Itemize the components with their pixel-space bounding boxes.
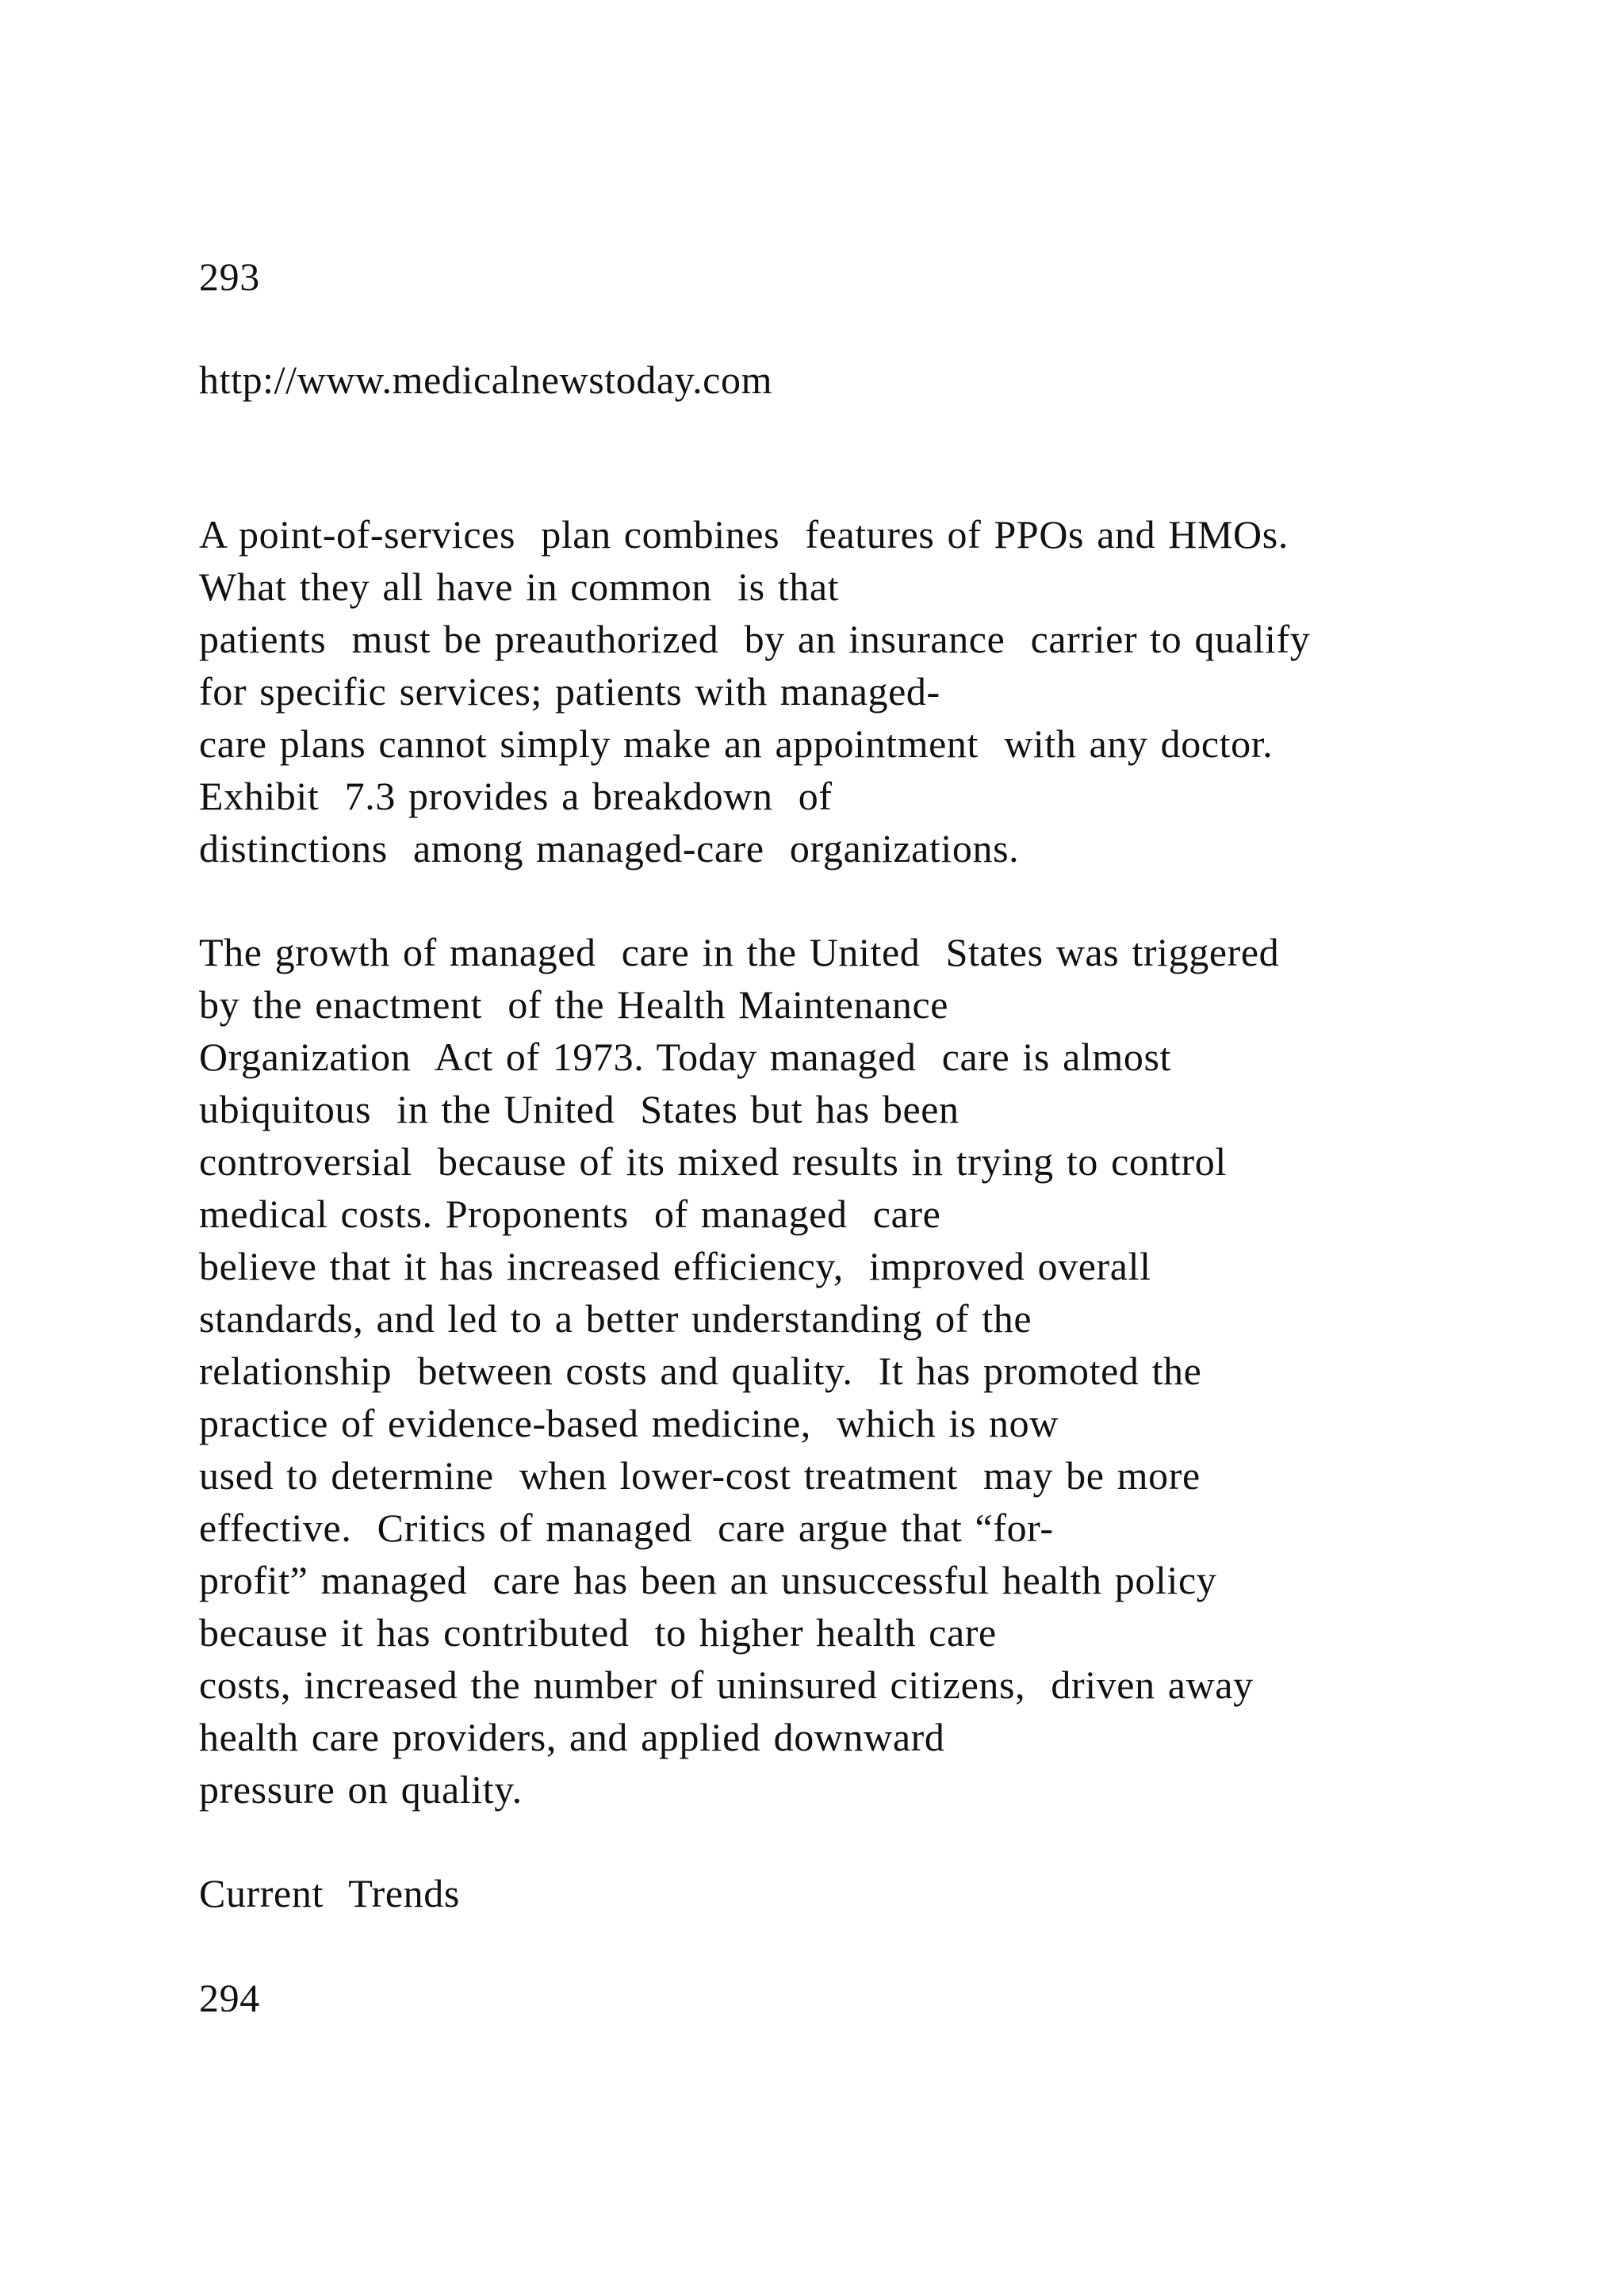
paragraph-line: A point-of-services plan combines features of PPOs and HMOs. [199, 512, 1289, 557]
paragraph-line: standards, and led to a better understanding of the [199, 1296, 1032, 1341]
paragraph-line: by the enactment of the Health Maintenance [199, 982, 949, 1027]
paragraph-line: for specific services; patients with managed- [199, 669, 940, 714]
paragraph-line: ubiquitous in the United States but has been [199, 1087, 959, 1131]
paragraph-line: care plans cannot simply make an appointment with any doctor. [199, 721, 1274, 766]
paragraph-line: medical costs. Proponents of managed care [199, 1192, 941, 1236]
paragraph-line: believe that it has increased efficiency, improved overall [199, 1244, 1151, 1288]
paragraph-line: Exhibit 7.3 provides a breakdown of [199, 774, 833, 818]
section-heading: Current Trends [199, 1871, 460, 1915]
paragraph-line: profit” managed care has been an unsuccessful health policy [199, 1558, 1217, 1602]
page-number-top: 293 [199, 254, 260, 299]
paragraph-line: patients must be preauthorized by an insurance carrier to qualify [199, 617, 1311, 661]
paragraph-line: because it has contributed to higher health care [199, 1610, 997, 1655]
paragraph-line: relationship between costs and quality. It has promoted the [199, 1349, 1202, 1393]
paragraph-line: health care providers, and applied downward [199, 1715, 945, 1759]
paragraph-line: What they all have in common is that [199, 564, 840, 609]
paragraph-line: pressure on quality. [199, 1767, 523, 1812]
paragraph-line: controversial because of its mixed results in trying to control [199, 1139, 1227, 1184]
paragraph-line: effective. Critics of managed care argue that “for- [199, 1506, 1054, 1550]
paragraph-line: distinctions among managed-care organizations. [199, 826, 1020, 871]
paragraph-line: The growth of managed care in the United States was triggered [199, 930, 1280, 974]
source-url: http://www.medicalnewstoday.com [199, 358, 773, 402]
paragraph-line: practice of evidence-based medicine, which is now [199, 1401, 1059, 1445]
page-number-bottom: 294 [199, 1976, 260, 2020]
paragraph-line: used to determine when lower-cost treatment may be more [199, 1453, 1201, 1498]
paragraph-line: Organization Act of 1973. Today managed care is almost [199, 1035, 1172, 1079]
paragraph-line: costs, increased the number of uninsured citizens, driven away [199, 1663, 1254, 1707]
